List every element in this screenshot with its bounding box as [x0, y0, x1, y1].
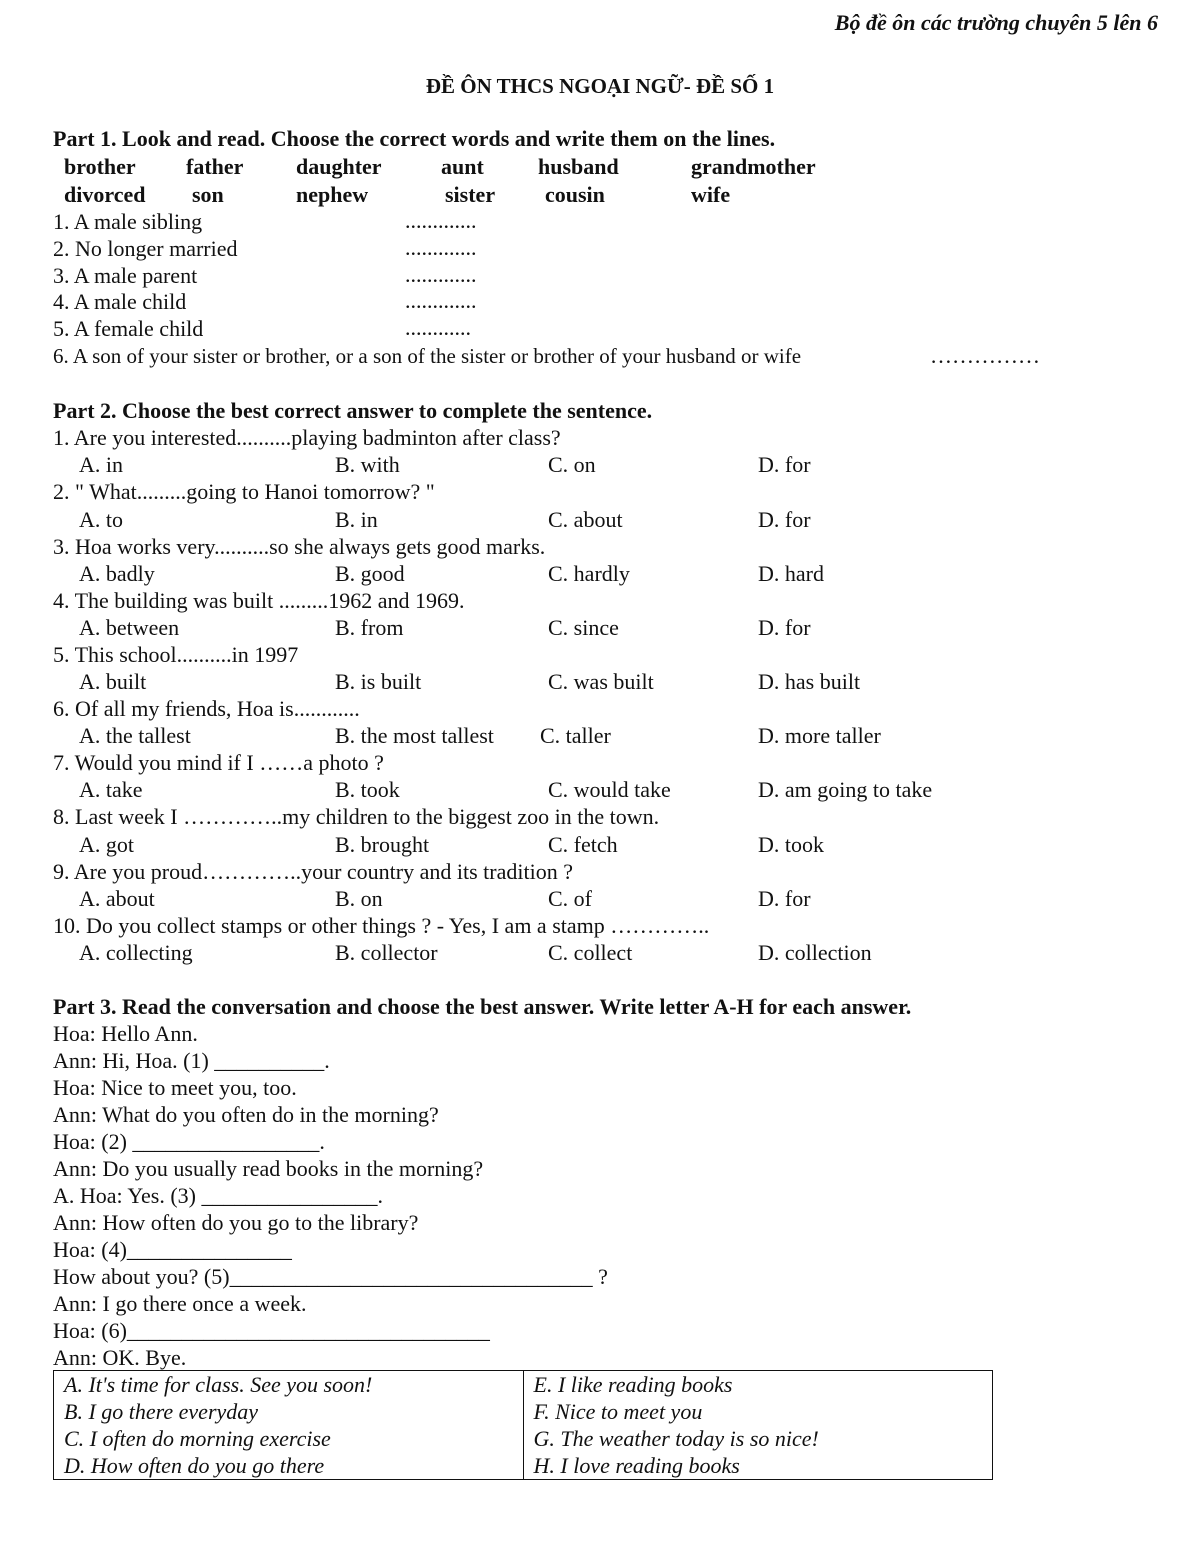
option-b[interactable]: B. the most tallest [335, 723, 494, 748]
question-text: 1. Are you interested..........playing badminton after class? [53, 425, 561, 450]
option-d[interactable]: D. for [758, 886, 811, 911]
dialogue-line: How about you? (5)_________________________________ ? [53, 1264, 608, 1289]
option-c[interactable]: C. taller [540, 723, 611, 748]
answer-options-table [53, 1370, 993, 1480]
option-c[interactable]: C. since [548, 615, 619, 640]
option-b[interactable]: B. collector [335, 940, 438, 965]
option-d[interactable]: D. took [758, 832, 824, 857]
word-bank-word: brother [64, 154, 136, 179]
option-a[interactable]: A. collecting [79, 940, 193, 965]
dialogue-line: Ann: What do you often do in the morning? [53, 1102, 439, 1127]
question-text: 9. Are you proud…………..your country and its tradition ? [53, 859, 573, 884]
answer-option: A. It's time for class. See you soon! [64, 1372, 373, 1397]
option-b[interactable]: B. on [335, 886, 383, 911]
word-bank-word: father [186, 154, 244, 179]
dialogue-line: Hoa: (6)_________________________________ [53, 1318, 490, 1343]
answer-option: E. I like reading books [533, 1372, 733, 1397]
word-bank-word: daughter [296, 154, 382, 179]
answer-option: D. How often do you go there [64, 1453, 325, 1478]
page-title: ĐỀ ÔN THCS NGOẠI NGỮ- ĐỀ SỐ 1 [425, 74, 775, 98]
part1-title: Part 1. Look and read. Choose the correct words and write them on the lines. [53, 126, 776, 151]
question-text: 10. Do you collect stamps or other things ? - Yes, I am a stamp ………….. [53, 913, 710, 938]
dialogue-line: Hoa: (4)_______________ [53, 1237, 292, 1262]
option-c[interactable]: C. about [548, 507, 623, 532]
option-b[interactable]: B. in [335, 507, 378, 532]
option-a[interactable]: A. about [79, 886, 155, 911]
question-text: 2. " What.........going to Hanoi tomorrow? " [53, 479, 435, 504]
answer-blank[interactable]: ............. [405, 208, 477, 233]
option-d[interactable]: D. hard [758, 561, 824, 586]
dialogue-line: Ann: I go there once a week. [53, 1291, 307, 1316]
option-c[interactable]: C. would take [548, 777, 671, 802]
option-a[interactable]: A. got [79, 832, 134, 857]
option-d[interactable]: D. for [758, 452, 811, 477]
option-b[interactable]: B. with [335, 452, 400, 477]
option-a[interactable]: A. to [79, 507, 123, 532]
answer-blank[interactable]: …………… [930, 343, 1040, 368]
option-d[interactable]: D. for [758, 507, 811, 532]
series-header: Bộ đề ôn các trường chuyên 5 lên 6 [834, 10, 1158, 35]
dialogue-line: Hoa: (2) _________________. [53, 1129, 325, 1154]
word-bank-word: aunt [441, 154, 484, 179]
answer-column-left [54, 1371, 524, 1480]
dialogue-line: Ann: Do you usually read books in the morning? [53, 1156, 484, 1181]
part1-item: 2. No longer married [53, 236, 238, 261]
part2-title: Part 2. Choose the best correct answer to complete the sentence. [53, 398, 653, 423]
option-b[interactable]: B. brought [335, 832, 430, 857]
dialogue-line: Ann: How often do you go to the library? [53, 1210, 419, 1235]
option-d[interactable]: D. has built [758, 669, 861, 694]
word-bank-word: divorced [64, 182, 146, 207]
answer-column-right [523, 1371, 993, 1480]
word-bank-word: sister [445, 182, 496, 207]
option-b[interactable]: B. from [335, 615, 404, 640]
question-text: 8. Last week I …………..my children to the biggest zoo in the town. [53, 804, 660, 829]
part3-title: Part 3. Read the conversation and choose the best answer. Write letter A-H for each answer. [53, 994, 912, 1019]
question-text: 5. This school..........in 1997 [53, 642, 299, 667]
word-bank-word: nephew [296, 182, 369, 207]
option-c[interactable]: C. on [548, 452, 596, 477]
dialogue-line: Ann: OK. Bye. [53, 1345, 187, 1370]
option-a[interactable]: A. take [79, 777, 143, 802]
question-text: 3. Hoa works very..........so she always gets good marks. [53, 534, 546, 559]
part1-item: 6. A son of your sister or brother, or a son of the sister or brother of your husband or wife [53, 344, 802, 368]
part1-item: 1. A male sibling [53, 209, 203, 234]
option-b[interactable]: B. good [335, 561, 405, 586]
question-text: 6. Of all my friends, Hoa is............ [53, 696, 360, 721]
option-d[interactable]: D. for [758, 615, 811, 640]
dialogue-line: Hoa: Hello Ann. [53, 1021, 198, 1046]
option-c[interactable]: C. collect [548, 940, 633, 965]
dialogue-line: Hoa: Nice to meet you, too. [53, 1075, 297, 1100]
option-b[interactable]: B. is built [335, 669, 422, 694]
answer-option: F. Nice to meet you [533, 1399, 703, 1424]
answer-option: B. I go there everyday [64, 1399, 259, 1424]
answer-blank[interactable]: ............. [405, 288, 477, 313]
part1-item: 3. A male parent [53, 263, 198, 288]
answer-blank[interactable]: ............. [405, 262, 477, 287]
answer-option: C. I often do morning exercise [64, 1426, 331, 1451]
answer-option: G. The weather today is so nice! [533, 1426, 819, 1451]
word-bank-word: husband [538, 154, 619, 179]
option-c[interactable]: C. fetch [548, 832, 618, 857]
option-c[interactable]: C. hardly [548, 561, 630, 586]
option-d[interactable]: D. more taller [758, 723, 881, 748]
part1-item: 4. A male child [53, 289, 187, 314]
option-a[interactable]: A. between [79, 615, 180, 640]
answer-blank[interactable]: ............. [405, 235, 477, 260]
part1-item: 5. A female child [53, 316, 204, 341]
option-a[interactable]: A. built [79, 669, 147, 694]
option-d[interactable]: D. am going to take [758, 777, 933, 802]
option-a[interactable]: A. in [79, 452, 123, 477]
dialogue-line: A. Hoa: Yes. (3) ________________. [53, 1183, 383, 1208]
question-text: 4. The building was built .........1962 and 1969. [53, 588, 465, 613]
dialogue-line: Ann: Hi, Hoa. (1) __________. [53, 1048, 330, 1073]
option-d[interactable]: D. collection [758, 940, 872, 965]
word-bank-word: son [192, 182, 224, 207]
option-c[interactable]: C. was built [548, 669, 654, 694]
option-c[interactable]: C. of [548, 886, 592, 911]
word-bank-word: wife [691, 182, 731, 207]
option-a[interactable]: A. the tallest [79, 723, 191, 748]
question-text: 7. Would you mind if I ……a photo ? [53, 750, 384, 775]
option-b[interactable]: B. took [335, 777, 400, 802]
word-bank-word: grandmother [691, 154, 816, 179]
option-a[interactable]: A. badly [79, 561, 155, 586]
word-bank-word: cousin [545, 182, 605, 207]
answer-option: H. I love reading books [533, 1453, 740, 1478]
answer-blank[interactable]: ............ [405, 315, 471, 340]
